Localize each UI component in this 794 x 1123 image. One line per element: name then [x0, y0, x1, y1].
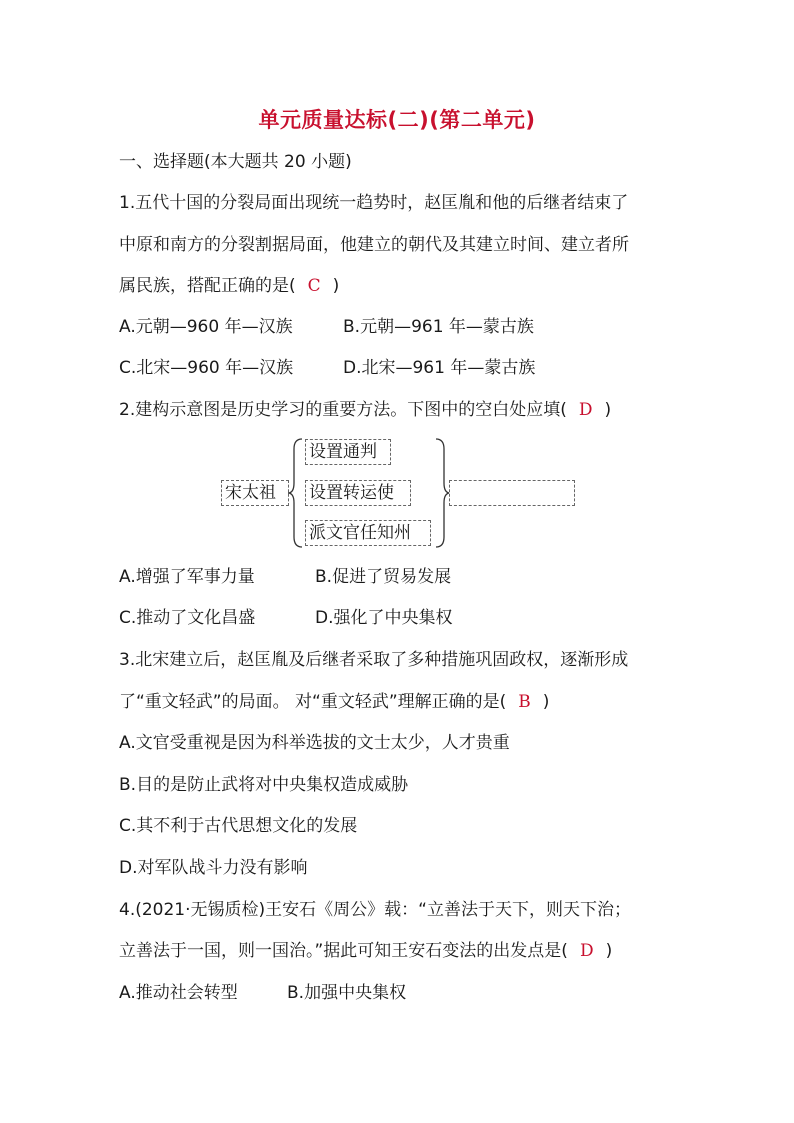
- diagram-item-1: 设置通判: [305, 439, 391, 465]
- q1-stem-line3-text: 属民族，搭配正确的是(: [119, 276, 296, 296]
- q2-option-b: B.促进了贸易发展: [315, 567, 452, 587]
- q2-stem: [119, 398, 611, 422]
- q1-stem-line1: 1.五代十国的分裂局面出现统一趋势时，赵匡胤和他的后继者结束了: [119, 193, 629, 213]
- q2-stem-close: ): [604, 400, 612, 420]
- section-heading: 一、选择题(本大题共 20 小题): [119, 152, 352, 172]
- q2-stem-text: 2.建构示意图是历史学习的重要方法。下图中的空白处应填(: [119, 400, 567, 420]
- q3-answer: B: [518, 692, 531, 712]
- q3-option-c: C.其不利于古代思想文化的发展: [119, 816, 358, 836]
- diagram-blank-box: [449, 480, 575, 506]
- q1-options-row1: [119, 315, 534, 339]
- q2-options-row1: [119, 565, 451, 589]
- q1-stem-line3: [119, 274, 339, 298]
- q4-stem-line1: 4.(2021·无锡质检)王安石《周公》载：“立善法于天下，则天下治；: [119, 900, 631, 920]
- q1-option-b: B.元朝—961 年—蒙古族: [343, 317, 534, 337]
- q4-option-b: B.加强中央集权: [287, 983, 407, 1003]
- q2-options-row2: [119, 606, 453, 630]
- q3-option-a: A.文官受重视是因为科举选拔的文士太少，人才贵重: [119, 733, 510, 753]
- q4-stem-line2-close: ): [605, 941, 613, 961]
- q1-options-row2: [119, 356, 535, 380]
- q2-option-d: D.强化了中央集权: [315, 608, 453, 628]
- q1-option-a: A.元朝—960 年—汉族: [119, 317, 293, 337]
- diagram-item-2: 设置转运使: [305, 480, 411, 506]
- q3-option-b: B.目的是防止武将对中央集权造成威胁: [119, 775, 409, 795]
- q4-answer: D: [579, 941, 594, 961]
- q3-stem-line1: 3.北宋建立后，赵匡胤及后继者采取了多种措施巩固政权，逐渐形成: [119, 650, 629, 670]
- q3-stem-line2-close: ): [542, 692, 550, 712]
- page-title: 单元质量达标(二)(第二单元): [258, 108, 536, 132]
- q4-stem-line2-text: 立善法于一国，则一国治。”据此可知王安石变法的出发点是(: [119, 941, 568, 961]
- q3-stem-line2-text: 了“重文轻武”的局面。 对“重文轻武”理解正确的是(: [119, 692, 507, 712]
- q1-answer: C: [307, 276, 321, 296]
- q4-option-a: A.推动社会转型: [119, 983, 238, 1003]
- q1-stem-line2: 中原和南方的分裂割据局面，他建立的朝代及其建立时间、建立者所: [119, 235, 629, 255]
- diagram-root-box: 宋太祖: [221, 480, 289, 506]
- q4-options-row1: [119, 981, 406, 1005]
- diagram-item-3: 派文官任知州: [305, 520, 431, 546]
- q2-option-a: A.增强了军事力量: [119, 567, 255, 587]
- q4-stem-line2: [119, 939, 612, 963]
- q1-option-c: C.北宋—960 年—汉族: [119, 358, 294, 378]
- q1-stem-line3-close: ): [332, 276, 340, 296]
- q1-option-d: D.北宋—961 年—蒙古族: [343, 358, 536, 378]
- q2-option-c: C.推动了文化昌盛: [119, 608, 256, 628]
- q2-answer: D: [578, 400, 593, 420]
- q3-stem-line2: [119, 690, 549, 714]
- q3-option-d: D.对军队战斗力没有影响: [119, 858, 308, 878]
- left-brace-icon: [286, 437, 306, 549]
